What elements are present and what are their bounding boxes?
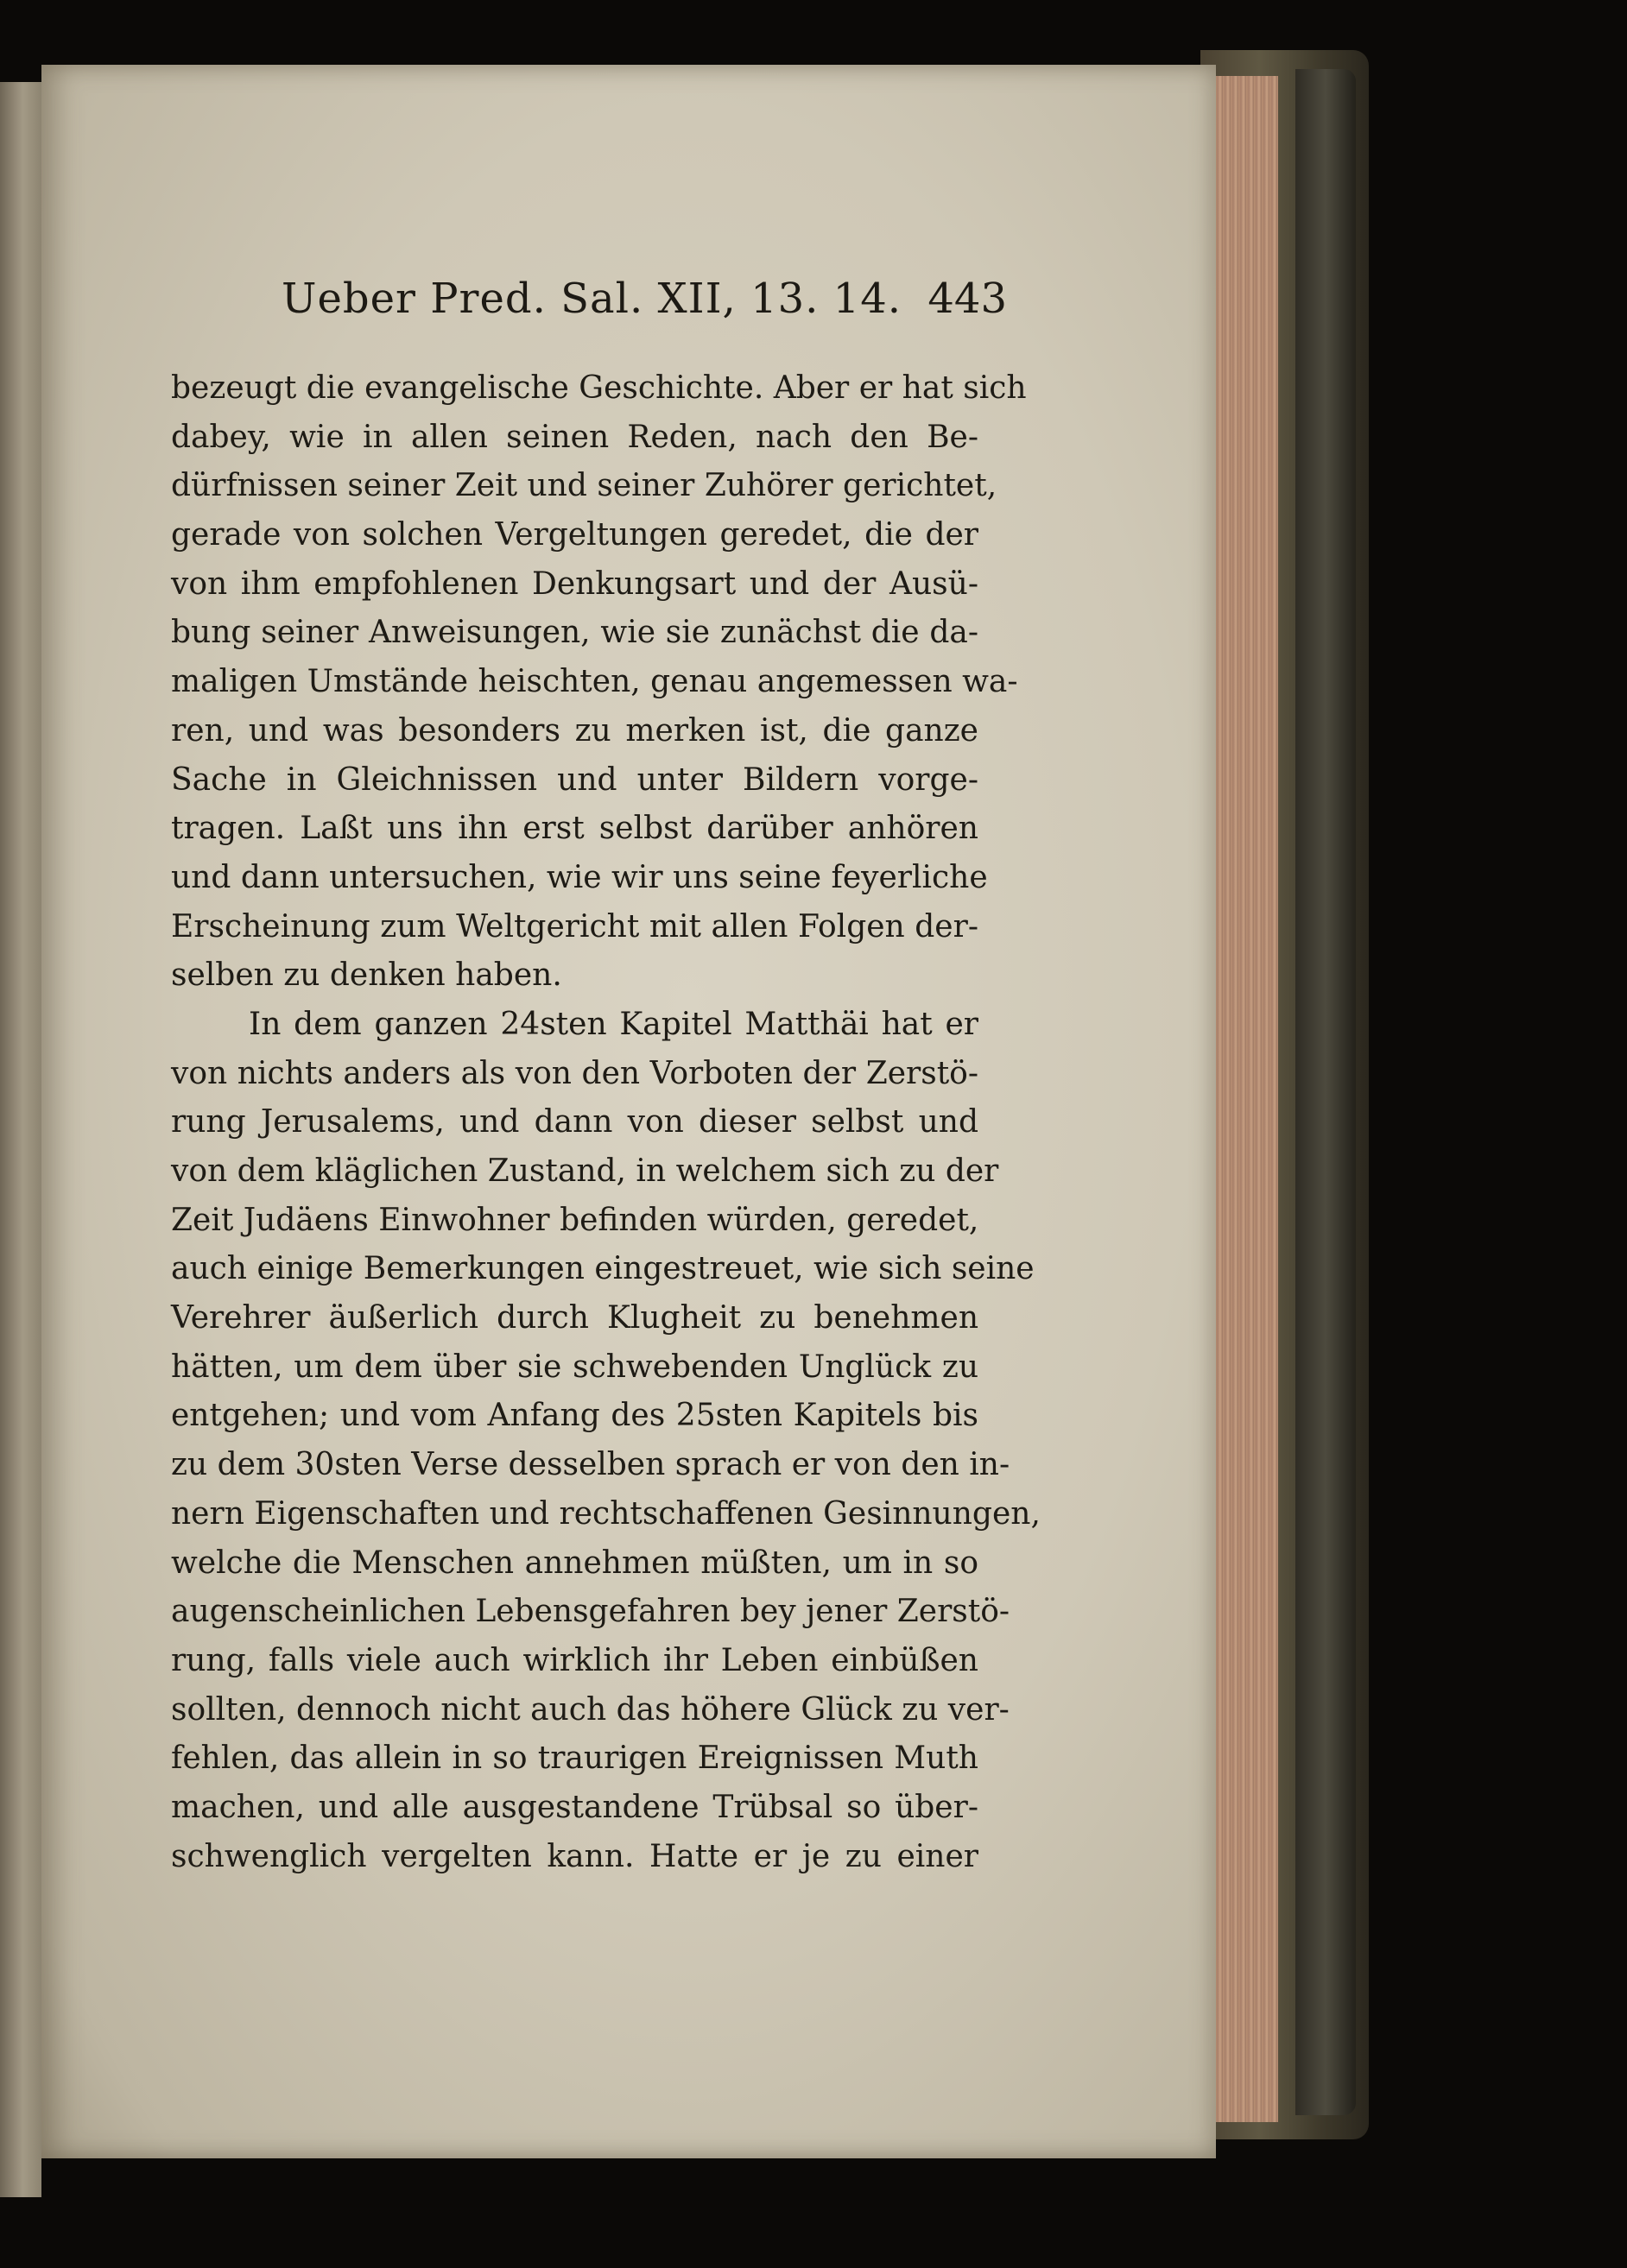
text-line: rung Jerusalems, und dann von dieser selbst und bbox=[171, 1104, 978, 1140]
text-line: ren, und was besonders zu merken ist, die ganze bbox=[171, 712, 978, 749]
paragraph-end-line: selben zu denken haben. bbox=[171, 957, 562, 994]
text-line: dabey, wie in allen seinen Reden, nach den Be- bbox=[171, 419, 978, 455]
text-line: von dem kläglichen Zustand, in welchem sich zu der bbox=[171, 1153, 999, 1189]
text-line: welche die Menschen annehmen müßten, um in so bbox=[171, 1545, 978, 1581]
text-line: zu dem 30sten Verse desselben sprach er von den in- bbox=[171, 1447, 1010, 1483]
book-spine-edge bbox=[1295, 69, 1356, 2115]
text-line: von ihm empfohlenen Denkungsart und der Ausü- bbox=[171, 565, 978, 602]
page-header bbox=[282, 275, 1007, 335]
body-text bbox=[171, 364, 1041, 1881]
text-line: dürfnissen seiner Zeit und seiner Zuhörer gerichtet, bbox=[171, 468, 997, 504]
paragraph-start-line: In dem ganzen 24sten Kapitel Matthäi hat er bbox=[249, 1006, 978, 1042]
running-head: Ueber Pred. Sal. XII, 13. 14. bbox=[282, 275, 902, 323]
page-number: 443 bbox=[927, 275, 1007, 323]
text-line: nern Eigenschaften und rechtschaffenen Gesinnungen, bbox=[171, 1495, 1041, 1532]
text-line: entgehen; und vom Anfang des 25sten Kapitels bis bbox=[171, 1398, 978, 1434]
text-line: rung, falls viele auch wirklich ihr Leben einbüßen bbox=[171, 1642, 978, 1678]
text-line: bezeugt die evangelische Geschichte. Aber er hat sich bbox=[171, 370, 1027, 406]
book-page bbox=[41, 65, 1216, 2158]
page-block-edge bbox=[1207, 76, 1278, 2122]
text-line: und dann untersuchen, wie wir uns seine feyerliche bbox=[171, 859, 988, 895]
text-line: schwenglich vergelten kann. Hatte er je zu einer bbox=[171, 1838, 978, 1874]
text-line: Zeit Judäens Einwohner befinden würden, geredet, bbox=[171, 1202, 979, 1238]
text-line: bung seiner Anweisungen, wie sie zunächst die da- bbox=[171, 615, 978, 651]
text-line: Verehrer äußerlich durch Klugheit zu benehmen bbox=[171, 1300, 978, 1336]
text-line: hätten, um dem über sie schwebenden Unglück zu bbox=[171, 1349, 978, 1385]
text-line: maligen Umstände heischten, genau angemessen wa- bbox=[171, 664, 1018, 700]
text-line: Erscheinung zum Weltgericht mit allen Folgen der- bbox=[171, 908, 978, 944]
text-line: tragen. Laßt uns ihn erst selbst darüber anhören bbox=[171, 811, 978, 847]
text-line: gerade von solchen Vergeltungen geredet, die der bbox=[171, 517, 978, 553]
previous-page-edge bbox=[0, 82, 41, 2197]
text-line: von nichts anders als von den Vorboten der Zerstö- bbox=[171, 1055, 978, 1091]
text-line: augenscheinlichen Lebensgefahren bey jener Zerstö- bbox=[171, 1594, 1010, 1630]
text-line: auch einige Bemerkungen eingestreuet, wie sich seine bbox=[171, 1251, 1035, 1287]
text-line: sollten, dennoch nicht auch das höhere Glück zu ver- bbox=[171, 1691, 1010, 1728]
text-line: Sache in Gleichnissen und unter Bildern vorge- bbox=[171, 761, 978, 798]
text-line: machen, und alle ausgestandene Trübsal so über- bbox=[171, 1789, 978, 1825]
text-line: fehlen, das allein in so traurigen Ereignissen Muth bbox=[171, 1740, 978, 1777]
